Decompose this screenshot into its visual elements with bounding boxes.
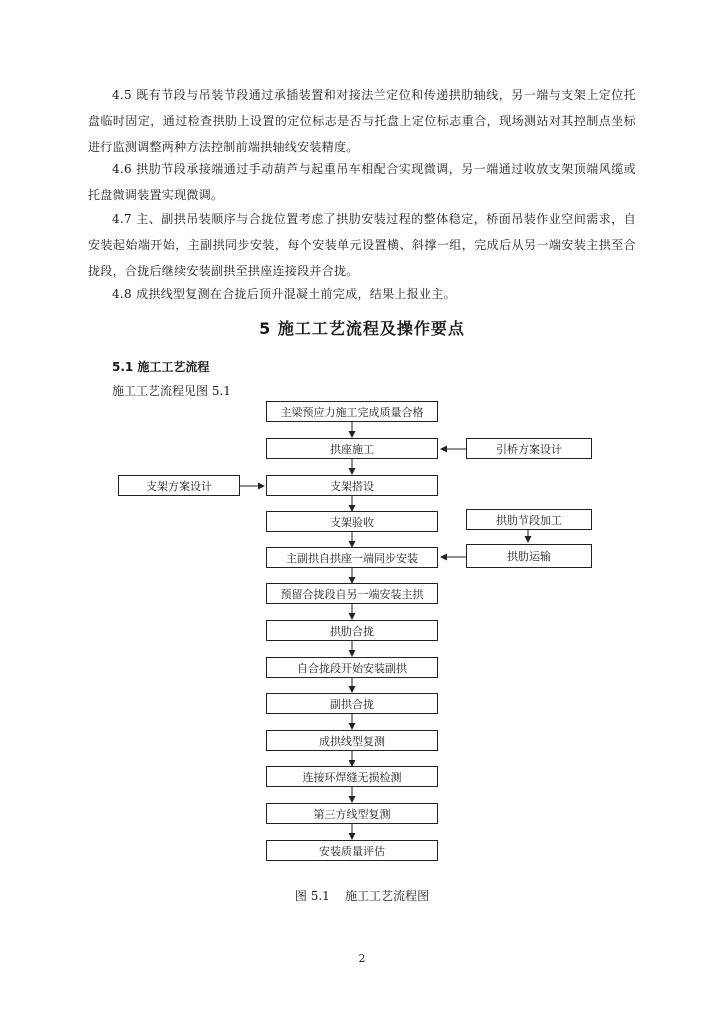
flow-step-10: 成拱线型复测 bbox=[266, 730, 438, 751]
section-title: 5 施工工艺流程及操作要点 bbox=[259, 319, 465, 338]
flow-step-1: 主梁预应力施工完成质量合格 bbox=[266, 401, 438, 422]
paragraph-4-8: 4.8 成拱线型复测在合拢后顶升混凝土前完成，结果上报业主。 bbox=[112, 287, 456, 301]
flow-side-bridge-design: 引桥方案设计 bbox=[466, 438, 592, 459]
page-number: 2 bbox=[358, 952, 366, 965]
paragraph-4-7: 4.7 主、副拱吊装顺序与合拢位置考虑了拱肋安装过程的整体稳定，桥面吊装作业空间需求，自安装起始端开始，主副拱同步安装，每个安装单元设置横、斜撑一组，完成后从另一端安装主拱至合拢段，合拢后继续安装副拱至拱座连接段并合拢。 bbox=[88, 212, 636, 278]
flow-step-13: 安装质量评估 bbox=[266, 840, 438, 861]
flow-step-4: 支架验收 bbox=[266, 511, 438, 532]
flow-side-rib-transport: 拱肋运输 bbox=[466, 544, 592, 568]
paragraph-4-6: 4.6 拱肋节段承接端通过手动葫芦与起重吊车相配合实现微调，另一端通过收放支架顶端风缆或托盘微调装置实现微调。 bbox=[88, 162, 636, 202]
flow-side-rib-processing: 拱肋节段加工 bbox=[466, 509, 592, 530]
figure-caption: 图 5.1 施工工艺流程图 bbox=[294, 889, 430, 903]
intro-text: 施工工艺流程见图 5.1 bbox=[112, 384, 231, 398]
flow-step-9: 副拱合拢 bbox=[266, 693, 438, 714]
flow-step-5: 主副拱自拱座一端同步安装 bbox=[266, 547, 438, 568]
flow-step-12: 第三方线型复测 bbox=[266, 803, 438, 824]
flow-step-11: 连接环焊缝无损检测 bbox=[266, 766, 438, 787]
flow-step-3: 支架搭设 bbox=[266, 475, 438, 496]
flow-step-8: 自合拢段开始安装副拱 bbox=[266, 657, 438, 678]
flow-step-6: 预留合拢段自另一端安装主拱 bbox=[266, 583, 438, 604]
subsection-title: 5.1 施工工艺流程 bbox=[112, 360, 210, 374]
paragraph-4-5: 4.5 既有节段与吊装节段通过承插装置和对接法兰定位和传递拱肋轴线，另一端与支架上定位托盘临时固定，通过检查拱肋上设置的定位标志是否与托盘上定位标志重合，现场测站对其控制点坐标进行监测调整两种方法控制前端拱轴线安装精度。 bbox=[88, 88, 636, 154]
flow-step-2: 拱座施工 bbox=[266, 438, 438, 459]
flow-side-support-design: 支架方案设计 bbox=[118, 475, 240, 496]
flow-step-7: 拱肋合拢 bbox=[266, 620, 438, 641]
